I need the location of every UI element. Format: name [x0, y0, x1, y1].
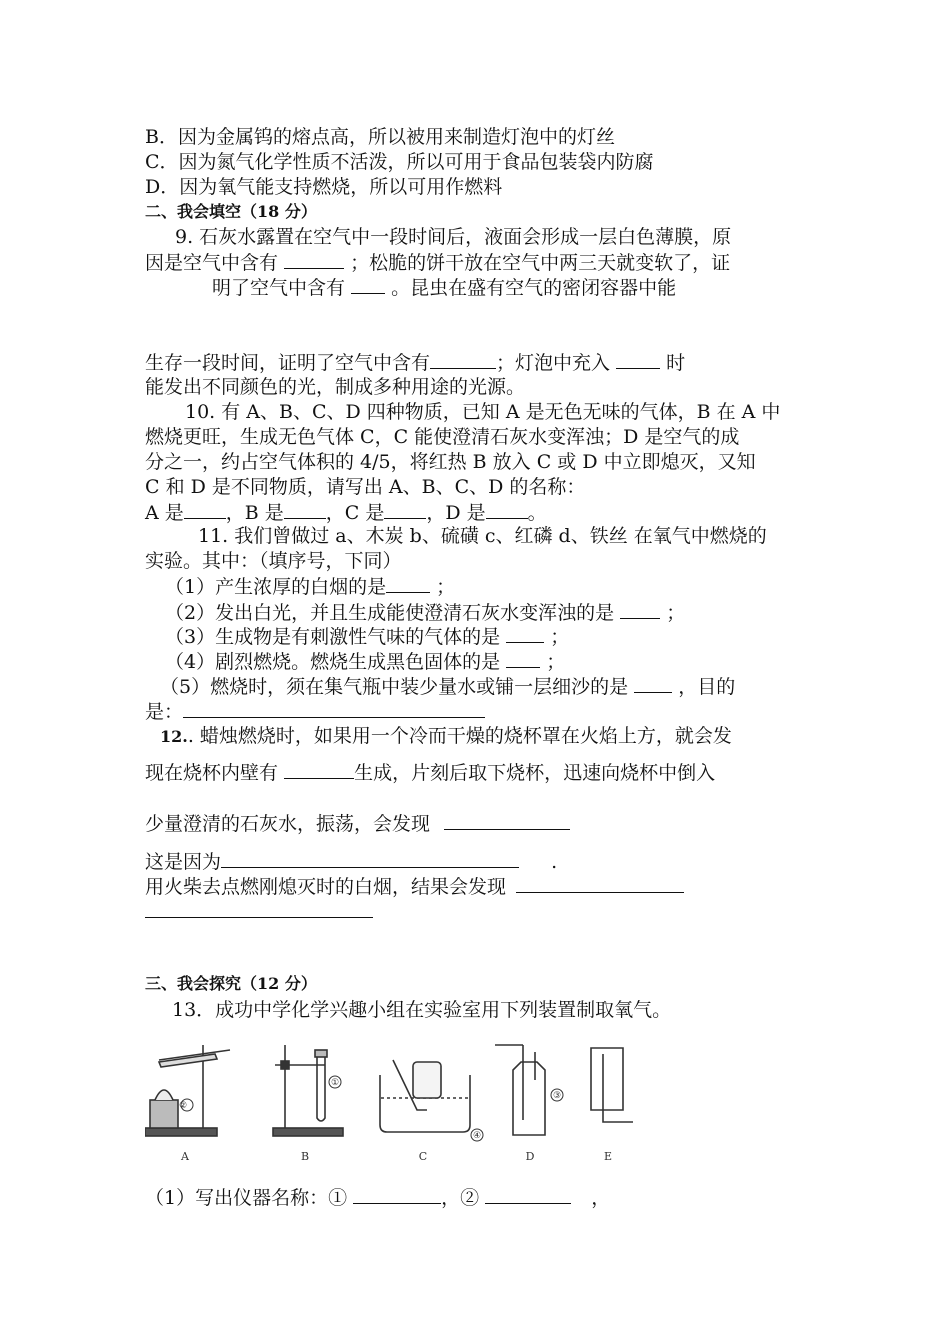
- q11-text: （1）产生浓厚的白烟的是: [165, 576, 387, 598]
- q10-line-4: C 和 D 是不同物质，请写出 A、B、C、D 的名称：: [145, 476, 586, 498]
- q9-line-4: [145, 350, 685, 375]
- answer-blank[interactable]: [486, 500, 528, 519]
- apparatus-b: [273, 1045, 343, 1136]
- answer-blank[interactable]: [183, 699, 485, 718]
- q13-sub-1: [145, 1185, 610, 1210]
- q11-sub-2: [165, 600, 685, 625]
- q9-line-3: [212, 275, 676, 300]
- q12-text: 用火柴去点燃刚熄灭时的白烟，结果会发现: [145, 876, 507, 898]
- q10-text: ，B 是: [225, 502, 284, 524]
- q11-line-6: [145, 699, 485, 724]
- answer-blank[interactable]: [430, 350, 496, 369]
- marker-1: ①: [330, 1078, 340, 1088]
- q10-line-5: [145, 500, 547, 525]
- q13-text: （1）写出仪器名称：①: [145, 1187, 348, 1209]
- q9-text: 因是空气中含有: [145, 252, 279, 274]
- q12-line-2: [145, 760, 715, 785]
- q10-line-2: 燃烧更旺，生成无色气体 C，C 能使澄清石灰水变浑浊；D 是空气的成: [145, 426, 740, 448]
- q10-text: A 是: [145, 502, 184, 524]
- q9-text: ；松脆的饼干放在空气中两三天就变软了，证: [350, 252, 731, 274]
- q11-sub-5: [160, 674, 735, 699]
- apparatus-c: [380, 1060, 483, 1141]
- answer-blank[interactable]: [221, 849, 519, 868]
- q9-text: 时: [666, 352, 686, 374]
- label-e: E: [603, 1150, 613, 1163]
- answer-blank[interactable]: [386, 574, 430, 593]
- answer-blank[interactable]: [506, 649, 540, 668]
- q12-text: 这是因为: [145, 851, 222, 873]
- q9-line-5: 能发出不同颜色的光，制成多种用途的光源。: [145, 376, 526, 398]
- answer-blank[interactable]: [634, 674, 672, 693]
- answer-blank[interactable]: [485, 1185, 571, 1204]
- q12-line-4: [145, 849, 557, 874]
- q11-sub-1: [165, 574, 455, 599]
- label-a: A: [181, 1150, 189, 1163]
- answer-blank[interactable]: [620, 600, 660, 619]
- q11-text: ，目的: [678, 676, 736, 698]
- q12-text: 现在烧杯内壁有: [145, 762, 279, 784]
- q12-number: 12.: [160, 727, 188, 746]
- apparatus-a: [145, 1045, 230, 1136]
- answer-blank[interactable]: [616, 350, 660, 369]
- q13-text: ，②: [441, 1187, 480, 1209]
- answer-blank[interactable]: [145, 899, 373, 918]
- apparatus-e: [591, 1048, 633, 1122]
- q12-line-1: [160, 724, 732, 749]
- answer-blank[interactable]: [506, 624, 544, 643]
- q10-text: 。: [527, 502, 547, 524]
- answer-blank[interactable]: [184, 500, 226, 519]
- answer-blank[interactable]: [384, 500, 426, 519]
- q11-sub-4: [165, 649, 565, 674]
- q12-text: .: [551, 851, 558, 873]
- q11-text: ；: [550, 626, 570, 648]
- answer-blank[interactable]: [284, 760, 354, 779]
- option-d: D．因为氧气能支持燃烧，所以可用作燃料: [145, 176, 503, 198]
- section-3-heading: 三、我会探究（12 分）: [145, 974, 317, 993]
- q11-text: （5）燃烧时，须在集气瓶中装少量水或铺一层细沙的是: [160, 676, 629, 698]
- q11-text: ；: [546, 651, 566, 673]
- option-b: B．因为金属钨的熔点高，所以被用来制造灯泡中的灯丝: [145, 126, 615, 148]
- q11-text: ；: [666, 602, 686, 624]
- q11-line-1: 11. 我们曾做过 a、木炭 b、硫磺 c、红磷 d、铁丝 在氧气中燃烧的: [198, 525, 767, 547]
- apparatus-d: [495, 1045, 563, 1135]
- marker-4: ④: [472, 1131, 482, 1141]
- q13-text: ，: [591, 1187, 611, 1209]
- option-c: C．因为氮气化学性质不活泼，所以可用于食品包装袋内防腐: [145, 151, 654, 173]
- q12-text: 少量澄清的石灰水，振荡，会发现: [145, 813, 431, 835]
- q12-line-3: [145, 811, 570, 836]
- q12-text: 生成，片刻后取下烧杯，迅速向烧杯中倒入: [354, 762, 716, 784]
- label-d: D: [525, 1150, 535, 1163]
- q9-text: 。昆虫在盛有空气的密闭容器中能: [391, 277, 677, 299]
- q11-text: 是：: [145, 701, 184, 723]
- answer-blank[interactable]: [516, 874, 684, 893]
- answer-blank[interactable]: [353, 1185, 441, 1204]
- marker-2: ②: [178, 1101, 188, 1111]
- answer-blank[interactable]: [351, 275, 385, 294]
- q13-line-1: 13．成功中学化学兴趣小组在实验室用下列装置制取氧气。: [172, 999, 672, 1021]
- q12-text: . 蜡烛燃烧时，如果用一个冷而干燥的烧杯罩在火焰上方，就会发: [187, 725, 732, 747]
- q11-text: ；: [436, 576, 456, 598]
- q12-line-6: [145, 899, 373, 924]
- label-b: B: [300, 1150, 310, 1163]
- q9-text: 明了空气中含有: [212, 277, 346, 299]
- apparatus-figure: [145, 1040, 645, 1165]
- q10-line-3: 分之一，约占空气体积的 4/5，将红热 B 放入 C 或 D 中立即熄灭，又知: [145, 451, 756, 473]
- q9-line-1: 9. 石灰水露置在空气中一段时间后，液面会形成一层白色薄膜，原: [175, 226, 732, 248]
- section-2-heading: 二、我会填空（18 分）: [145, 202, 317, 221]
- answer-blank[interactable]: [444, 811, 570, 830]
- q9-text: 生存一段时间，证明了空气中含有: [145, 352, 431, 374]
- q11-sub-3: [165, 624, 569, 649]
- q11-text: （3）生成物是有刺激性气味的气体的是: [165, 626, 501, 648]
- answer-blank[interactable]: [284, 500, 326, 519]
- q9-text: ；灯泡中充入: [496, 352, 611, 374]
- q10-text: ，C 是: [325, 502, 385, 524]
- label-c: C: [418, 1150, 428, 1163]
- answer-blank[interactable]: [284, 250, 344, 269]
- q12-line-5: [145, 874, 684, 899]
- q10-text: ，D 是: [426, 502, 486, 524]
- q11-text: （2）发出白光，并且生成能使澄清石灰水变浑浊的是: [165, 602, 615, 624]
- q11-line-2: 实验。其中：（填序号，下同）: [145, 550, 402, 572]
- q10-line-1: 10. 有 A、B、C、D 四种物质，已知 A 是无色无味的气体，B 在 A 中: [185, 401, 781, 423]
- q11-text: （4）剧烈燃烧。燃烧生成黑色固体的是: [165, 651, 501, 673]
- marker-3: ③: [552, 1091, 562, 1101]
- q9-line-2: [145, 250, 730, 275]
